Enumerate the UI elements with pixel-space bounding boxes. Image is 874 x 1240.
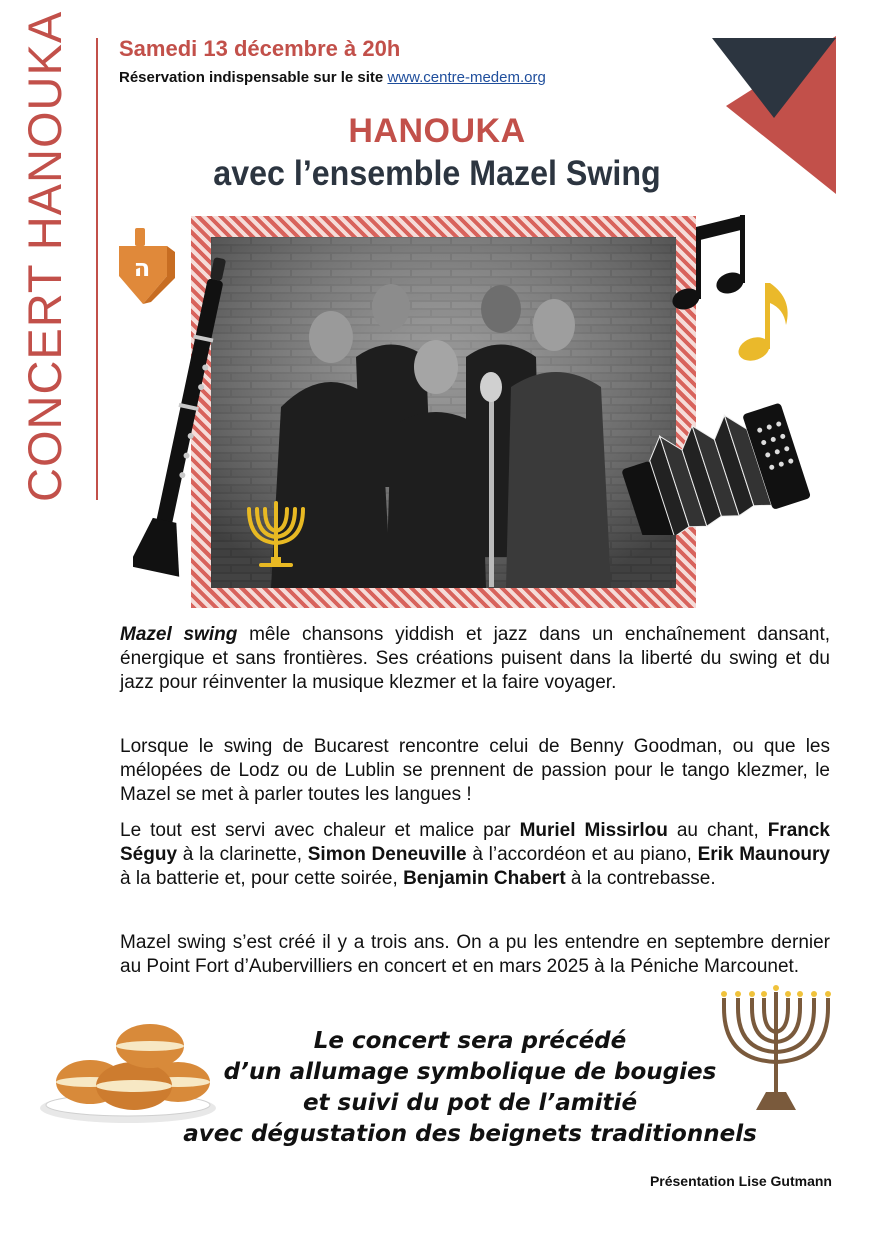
paragraph-musicians [120, 819, 830, 891]
paragraph-intro [120, 623, 830, 695]
closing-line: et suivi du pot de l’amitié [302, 1090, 638, 1116]
text-span: à la clarinette, [177, 844, 308, 865]
page-subtitle: avec l’ensemble Mazel Swing [213, 154, 661, 193]
dreidel-letter: ה [133, 254, 151, 282]
text-span: à la contrebasse. [565, 868, 716, 889]
text-span: à l’accordéon et au piano, [466, 844, 698, 865]
musician-name: Benjamin Chabert [403, 868, 566, 889]
reservation-text: Réservation indispensable sur le site [119, 69, 388, 86]
side-rule [96, 38, 98, 500]
text-span: Le tout est servi avec chaleur et malice par [120, 820, 520, 841]
text-span: à la batterie et, pour cette soirée, [120, 868, 404, 889]
music-notes-icon [668, 213, 803, 363]
closing-line: d’un allumage symbolique de bougies [223, 1059, 717, 1085]
presenter-credit: Présentation Lise Gutmann [649, 1173, 832, 1189]
closing-line: Le concert sera précédé [313, 1028, 627, 1054]
reservation-line [119, 69, 546, 86]
musician-name: Erik Maunoury [697, 844, 830, 865]
triangles-decoration [708, 36, 838, 196]
reservation-link[interactable]: www.centre-medem.org [387, 69, 546, 86]
paragraph-2: Lorsque le swing de Bucarest rencontre celui de Benny Goodman, ou que les mélopées de Lodz ou de Lublin se prennent de passion pour le tango klezmer, le Mazel se met à parler toutes les langues ! [120, 736, 830, 805]
paragraph-4: Mazel swing s’est créé il y a trois ans. On a pu les entendre en septembre dernier au Point Fort d’Aubervilliers en concert et en mars 2025 à la Péniche Marcounet. [120, 932, 830, 977]
event-date: Samedi 13 décembre à 20h [119, 36, 401, 61]
side-title: CONCERT HANOUKA [18, 10, 71, 502]
menorah-icon [243, 495, 309, 573]
accordion-icon [618, 400, 813, 535]
paragraph-intro-text: mêle chansons yiddish et jazz dans un enchaînement dansant, énergique et sans frontières. Ses créations puisent dans la liberté du swing et du jazz pour réinventer la musique klezmer et la faire voyager. [120, 624, 830, 693]
band-name-em: Mazel swing [120, 624, 238, 645]
musician-name: Muriel Missirlou [519, 820, 668, 841]
musician-name: Franck Séguy [120, 820, 830, 865]
clarinet-icon [133, 255, 243, 580]
text-span: au chant, [667, 820, 768, 841]
musician-name: Simon Deneuville [307, 844, 467, 865]
closing-line: avec dégustation des beignets traditionnels [183, 1121, 757, 1147]
closing-announcement [150, 1026, 790, 1150]
page-title: HANOUKA [348, 112, 526, 150]
